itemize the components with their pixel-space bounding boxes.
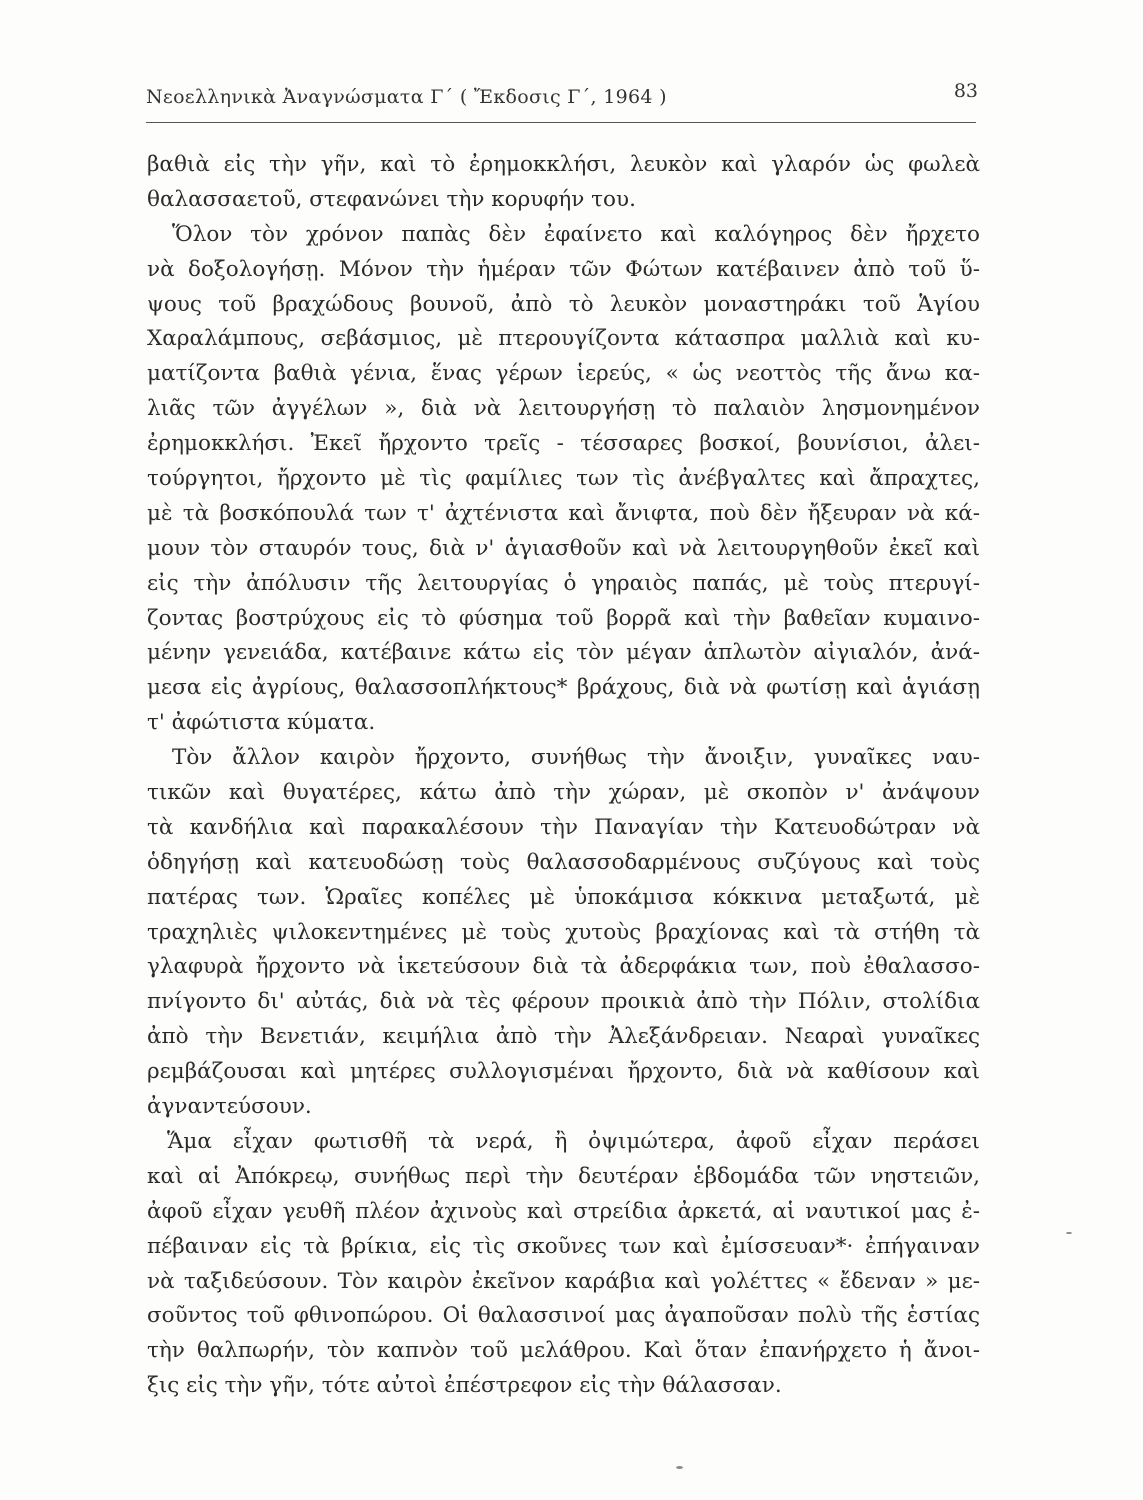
- text-line: θαλασσαετοῦ, στεφανώνει τὴν κορυφήν του.: [147, 186, 636, 212]
- paragraph-start-line: Ἅμα εἶχαν φωτισθῆ τὰ νερά, ἢ ὀψιμώτερα, ἀφοῦ εἶχαν περάσει: [167, 1128, 980, 1154]
- text-line: ματίζοντα βαθιὰ γένια, ἕνας γέρων ἱερεύς, « ὡς νεοττὸς τῆς ἄνω κα-: [147, 361, 980, 387]
- paragraph-start-line: Ὅλον τὸν χρόνον παπὰς δὲν ἐφαίνετο καὶ καλόγηρος δὲν ἤρχετο: [172, 221, 980, 247]
- page-number: 83: [953, 80, 978, 102]
- text-line: νὰ δοξολογήσῃ. Μόνον τὴν ἡμέραν τῶν Φώτων κατέβαινεν ἀπὸ τοῦ ὕ-: [147, 256, 980, 282]
- text-line: πέβαιναν εἰς τὰ βρίκια, εἰς τὶς σκοῦνες των καὶ ἐμίσσευαν*· ἐπήγαιναν: [147, 1233, 980, 1259]
- text-line: νὰ ταξιδεύσουν. Τὸν καιρὸν ἐκεῖνον καράβια καὶ γολέττες « ἔδεναν » με-: [147, 1268, 980, 1294]
- text-line: βαθιὰ εἰς τὴν γῆν, καὶ τὸ ἐρημοκκλήσι, λευκὸν καὶ γλαρόν ὡς φωλεὰ: [147, 152, 980, 177]
- text-line: Χαραλάμπους, σεβάσμιος, μὲ πτερουγίζοντα κάτασπρα μαλλιὰ καὶ κυ-: [147, 326, 980, 352]
- text-line: ὁδηγήσῃ καὶ κατευοδώσῃ τοὺς θαλασσοδαρμένους συζύγους καὶ τοὺς: [147, 849, 980, 875]
- paragraph-start-line: Τὸν ἄλλον καιρὸν ἤρχοντο, συνήθως τὴν ἄνοιξιν, γυναῖκες ναυ-: [172, 745, 980, 771]
- body-text: [147, 148, 980, 1404]
- text-line: ἀφοῦ εἶχαν γευθῆ πλέον ἀχινοὺς καὶ στρείδια ἀρκετά, αἱ ναυτικοί μας ἐ-: [147, 1198, 980, 1224]
- text-line: πατέρας των. Ὡραῖες κοπέλες μὲ ὑποκάμισα κόκκινα μεταξωτά, μὲ: [147, 884, 980, 910]
- running-header: [146, 80, 978, 120]
- text-line: μεσα εἰς ἀγρίους, θαλασσοπλήκτους* βράχους, διὰ νὰ φωτίσῃ καὶ ἁγιάσῃ: [147, 675, 980, 701]
- text-line: τ' ἀφώτιστα κύματα.: [147, 710, 376, 736]
- header-rule: [146, 122, 976, 123]
- text-line: ξις εἰς τὴν γῆν, τότε αὐτοὶ ἐπέστρεφον εἰς τὴν θάλασσαν.: [147, 1373, 782, 1399]
- text-line: ρεμβάζουσαι καὶ μητέρες συλλογισμέναι ἤρχοντο, διὰ νὰ καθίσουν καὶ: [147, 1059, 980, 1085]
- text-line: τικῶν καὶ θυγατέρες, κάτω ἀπὸ τὴν χώραν, μὲ σκοπὸν ν' ἀνάψουν: [147, 780, 980, 806]
- text-line: ἀπὸ τὴν Βενετιάν, κειμήλια ἀπὸ τὴν Ἀλεξάνδρειαν. Νεαραὶ γυναῖκες: [147, 1024, 980, 1050]
- text-line: ψους τοῦ βραχώδους βουνοῦ, ἀπὸ τὸ λευκὸν μοναστηράκι τοῦ Ἁγίου: [147, 291, 980, 317]
- text-line: ἐρημοκκλήσι. Ἐκεῖ ἤρχοντο τρεῖς - τέσσαρες βοσκοί, βουνίσιοι, ἀλει-: [147, 431, 980, 457]
- text-line: τούργητοι, ἤρχοντο μὲ τὶς φαμίλιες των τὶς ἀνέβγαλτες καὶ ἄπραχτες,: [147, 466, 980, 492]
- text-line: τὰ κανδήλια καὶ παρακαλέσουν τὴν Παναγίαν τὴν Κατευοδώτραν νὰ: [147, 814, 980, 840]
- text-line: εἰς τὴν ἀπόλυσιν τῆς λειτουργίας ὁ γηραιὸς παπάς, μὲ τοὺς πτερυγί-: [147, 570, 980, 596]
- text-line: λιᾶς τῶν ἀγγέλων », διὰ νὰ λειτουργήσῃ τὸ παλαιὸν λησμονημένον: [147, 396, 980, 422]
- text-line: καὶ αἱ Ἀπόκρεῳ, συνήθως περὶ τὴν δευτέραν ἑβδομάδα τῶν νηστειῶν,: [147, 1163, 980, 1189]
- text-line: τραχηλιὲς ψιλοκεντημένες μὲ τοὺς χυτοὺς βραχίονας καὶ τὰ στήθη τὰ: [147, 919, 980, 945]
- text-line: γλαφυρὰ ἤρχοντο νὰ ἱκετεύσουν διὰ τὰ ἀδερφάκια των, ποὺ ἐθαλασσο-: [147, 954, 980, 980]
- text-line: μὲ τὰ βοσκόπουλά των τ' ἀχτένιστα καὶ ἄνιφτα, ποὺ δὲν ἤξευραν νὰ κά-: [147, 500, 980, 526]
- text-line: ζοντας βοστρύχους εἰς τὸ φύσημα τοῦ βορρᾶ καὶ τὴν βαθεῖαν κυμαινο-: [147, 605, 980, 631]
- scan-speck: [1066, 1232, 1072, 1234]
- text-line: ἀγναντεύσουν.: [147, 1094, 312, 1120]
- text-line: σοῦντος τοῦ φθινοπώρου. Οἱ θαλασσινοί μας ἀγαποῦσαν πολὺ τῆς ἑστίας: [147, 1303, 980, 1329]
- text-line: μουν τὸν σταυρόν τους, διὰ ν' ἁγιασθοῦν καὶ νὰ λειτουργηθοῦν ἐκεῖ καὶ: [147, 535, 980, 561]
- text-line: μένην γενειάδα, κατέβαινε κάτω εἰς τὸν μέγαν ἁπλωτὸν αἰγιαλόν, ἀνά-: [147, 640, 980, 666]
- text-line: τὴν θαλπωρήν, τὸν καπνὸν τοῦ μελάθρου. Καὶ ὅταν ἐπανήρχετο ἡ ἄνοι-: [147, 1338, 980, 1364]
- text-line: πνίγοντο δι' αὐτάς, διὰ νὰ τὲς φέρουν προικιὰ ἀπὸ τὴν Πόλιν, στολίδια: [147, 989, 980, 1015]
- header-title: Νεοελληνικὰ Ἀναγνώσματα Γ΄ ( Ἔκδοσις Γ΄, 1964 ): [146, 86, 667, 108]
- scan-speck: [676, 1466, 683, 1469]
